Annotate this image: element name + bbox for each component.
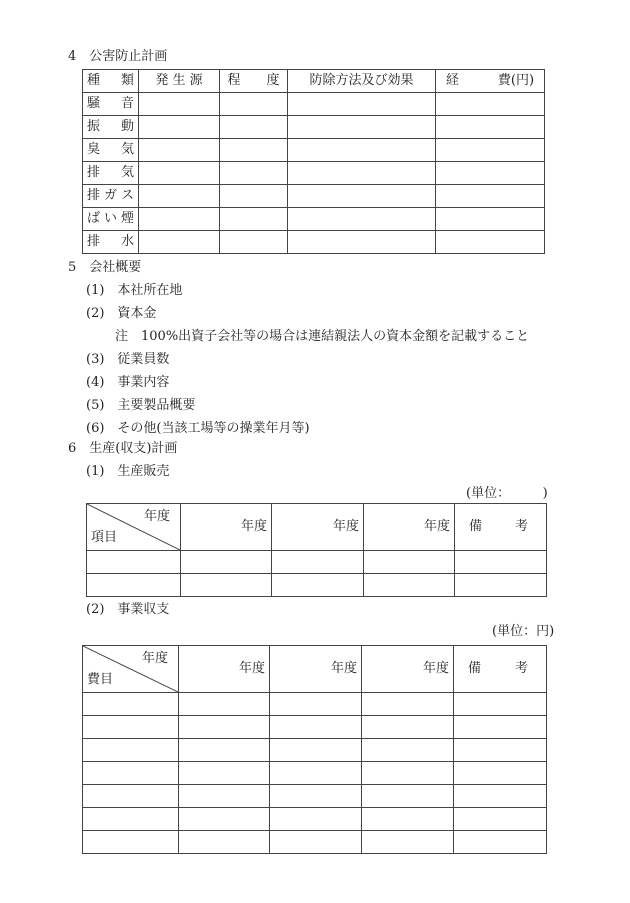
diagonal-header-cell <box>83 646 179 693</box>
row-label-wastewater: 排 水 <box>83 231 139 254</box>
company-item-address: (1) 本社所在地 <box>86 283 183 298</box>
input-cell[interactable] <box>270 785 362 808</box>
input-cell[interactable] <box>436 231 545 254</box>
year-column-header: 年度 <box>362 646 454 693</box>
company-item-business: (4) 事業内容 <box>86 375 170 390</box>
input-cell[interactable] <box>270 808 362 831</box>
remarks-label-a: 備 <box>468 661 482 676</box>
table-row <box>83 116 545 139</box>
input-cell[interactable] <box>272 574 364 597</box>
input-cell[interactable] <box>454 716 547 739</box>
input-cell[interactable] <box>139 162 220 185</box>
input-cell[interactable] <box>288 116 436 139</box>
table-row <box>83 693 547 716</box>
input-cell[interactable] <box>179 808 270 831</box>
table-row <box>83 231 545 254</box>
company-item-employees: (3) 従業員数 <box>86 352 170 367</box>
input-cell[interactable] <box>83 831 179 854</box>
input-cell[interactable] <box>362 808 454 831</box>
business-balance-unit: (単位：円) <box>492 624 555 639</box>
year-column-header: 年度 <box>179 646 270 693</box>
input-cell[interactable] <box>455 551 547 574</box>
input-cell[interactable] <box>288 139 436 162</box>
input-cell[interactable] <box>362 785 454 808</box>
input-cell[interactable] <box>83 808 179 831</box>
section6-heading: 6 生産(収支)計画 <box>68 441 178 456</box>
remarks-label-a: 備 <box>469 519 483 534</box>
pollution-header-row <box>83 70 545 93</box>
input-cell[interactable] <box>139 93 220 116</box>
input-cell[interactable] <box>139 231 220 254</box>
input-cell[interactable] <box>288 93 436 116</box>
year-column-header: 年度 <box>270 646 362 693</box>
input-cell[interactable] <box>83 785 179 808</box>
input-cell[interactable] <box>362 762 454 785</box>
table-row <box>83 716 547 739</box>
year-column-header: 年度 <box>272 504 364 551</box>
diag-label-expense: 費目 <box>87 672 114 687</box>
input-cell[interactable] <box>454 831 547 854</box>
row-label-exhaust-gas: 排ガス <box>83 185 139 208</box>
header-degree: 程 度 <box>220 70 288 93</box>
input-cell[interactable] <box>139 185 220 208</box>
input-cell[interactable] <box>362 716 454 739</box>
input-cell[interactable] <box>87 551 181 574</box>
diag-label-year: 年度 <box>143 509 170 524</box>
year-column-header: 年度 <box>181 504 272 551</box>
input-cell[interactable] <box>270 739 362 762</box>
input-cell[interactable] <box>220 116 288 139</box>
company-item-products: (5) 主要製品概要 <box>86 398 196 413</box>
input-cell[interactable] <box>270 693 362 716</box>
input-cell[interactable] <box>454 739 547 762</box>
header-cost: 経 費(円) <box>436 70 545 93</box>
remarks-header <box>454 646 547 693</box>
table-row <box>83 185 545 208</box>
business-balance-header-row <box>83 646 547 693</box>
business-balance-table <box>82 645 547 854</box>
input-cell[interactable] <box>83 716 179 739</box>
input-cell[interactable] <box>181 574 272 597</box>
remarks-header <box>455 504 547 551</box>
input-cell[interactable] <box>220 139 288 162</box>
input-cell[interactable] <box>288 231 436 254</box>
input-cell[interactable] <box>179 739 270 762</box>
header-type: 種 類 <box>83 70 139 93</box>
table-row <box>83 739 547 762</box>
input-cell[interactable] <box>220 231 288 254</box>
input-cell[interactable] <box>220 162 288 185</box>
row-label-vibration: 振 動 <box>83 116 139 139</box>
table-row <box>83 762 547 785</box>
input-cell[interactable] <box>270 831 362 854</box>
input-cell[interactable] <box>288 162 436 185</box>
row-label-odor: 臭 気 <box>83 139 139 162</box>
input-cell[interactable] <box>83 762 179 785</box>
production-sales-table <box>86 503 547 597</box>
table-row <box>83 785 547 808</box>
company-item-capital: (2) 資本金 <box>86 306 157 321</box>
table-row <box>83 139 545 162</box>
remarks-label-b: 考 <box>514 661 528 676</box>
production-sales-header-row <box>87 504 547 551</box>
input-cell[interactable] <box>436 162 545 185</box>
input-cell[interactable] <box>220 208 288 231</box>
input-cell[interactable] <box>436 208 545 231</box>
input-cell[interactable] <box>179 693 270 716</box>
table-row <box>87 574 547 597</box>
input-cell[interactable] <box>362 739 454 762</box>
section4-heading: 4 公害防止計画 <box>68 49 168 64</box>
row-label-exhaust-air: 排 気 <box>83 162 139 185</box>
input-cell[interactable] <box>436 93 545 116</box>
row-label-noise: 騒 音 <box>83 93 139 116</box>
input-cell[interactable] <box>270 762 362 785</box>
diag-label-year: 年度 <box>141 651 168 666</box>
input-cell[interactable] <box>139 139 220 162</box>
input-cell[interactable] <box>179 785 270 808</box>
input-cell[interactable] <box>454 785 547 808</box>
table-row <box>83 831 547 854</box>
table-row <box>83 808 547 831</box>
input-cell[interactable] <box>362 831 454 854</box>
table-row <box>83 208 545 231</box>
input-cell[interactable] <box>179 716 270 739</box>
remarks-label-b: 考 <box>514 519 528 534</box>
row-label-soot: ばい煙 <box>83 208 139 231</box>
input-cell[interactable] <box>139 116 220 139</box>
input-cell[interactable] <box>272 551 364 574</box>
input-cell[interactable] <box>454 693 547 716</box>
input-cell[interactable] <box>179 762 270 785</box>
table-row <box>83 162 545 185</box>
input-cell[interactable] <box>87 574 181 597</box>
company-item-other: (6) その他(当該工場等の操業年月等) <box>86 421 310 436</box>
input-cell[interactable] <box>270 716 362 739</box>
input-cell[interactable] <box>436 116 545 139</box>
input-cell[interactable] <box>288 185 436 208</box>
input-cell[interactable] <box>83 693 179 716</box>
diagonal-header-cell <box>87 504 181 551</box>
header-method: 防除方法及び効果 <box>288 70 436 93</box>
section5-heading: 5 会社概要 <box>68 260 142 275</box>
input-cell[interactable] <box>220 93 288 116</box>
company-capital-note: 注 100%出資子会社等の場合は連結親法人の資本金額を記載すること <box>102 329 530 344</box>
year-column-header: 年度 <box>364 504 455 551</box>
table-row <box>87 551 547 574</box>
input-cell[interactable] <box>181 551 272 574</box>
diag-label-item: 項目 <box>91 530 118 545</box>
input-cell[interactable] <box>220 185 288 208</box>
input-cell[interactable] <box>288 208 436 231</box>
production-sales-title: (1) 生産販売 <box>86 464 170 479</box>
pollution-table <box>82 69 545 254</box>
input-cell[interactable] <box>364 551 455 574</box>
input-cell[interactable] <box>436 139 545 162</box>
input-cell[interactable] <box>139 208 220 231</box>
input-cell[interactable] <box>454 808 547 831</box>
input-cell[interactable] <box>362 693 454 716</box>
business-balance-title: (2) 事業収支 <box>86 602 170 617</box>
input-cell[interactable] <box>83 739 179 762</box>
input-cell[interactable] <box>454 762 547 785</box>
table-row <box>83 93 545 116</box>
input-cell[interactable] <box>455 574 547 597</box>
header-source: 発 生 源 <box>139 70 220 93</box>
production-sales-unit: (単位： ) <box>466 486 548 501</box>
input-cell[interactable] <box>179 831 270 854</box>
input-cell[interactable] <box>364 574 455 597</box>
input-cell[interactable] <box>436 185 545 208</box>
